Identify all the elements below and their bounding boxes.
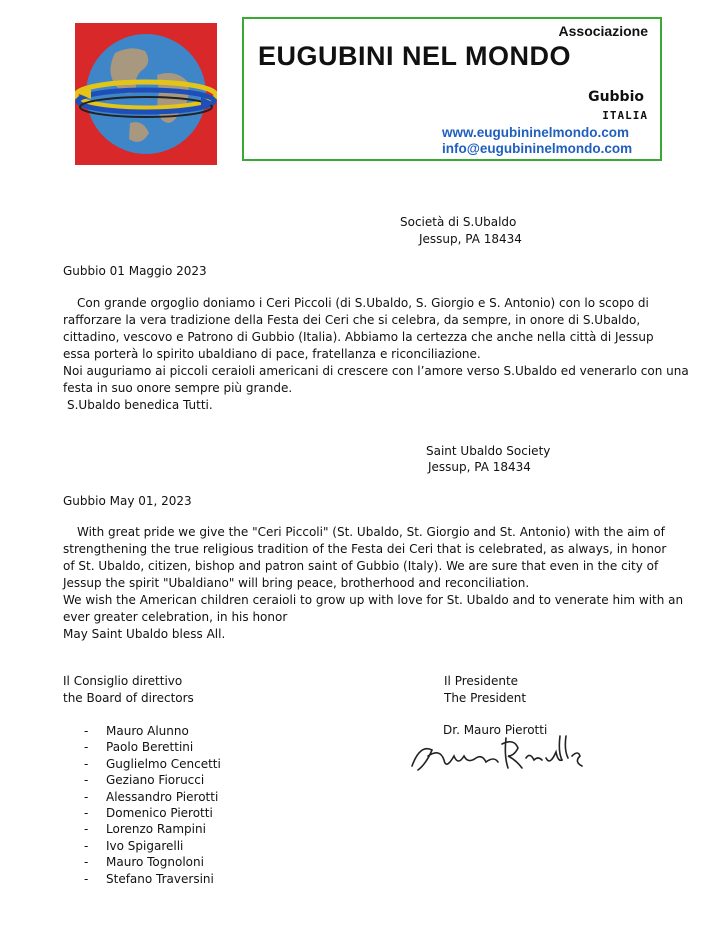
date-en: Gubbio May 01, 2023: [63, 494, 192, 508]
body-en-line: of St. Ubaldo, citizen, bishop and patron saint of Gubbio (Italy). We are sure that even in the city of: [63, 559, 659, 573]
body-en-line: May Saint Ubaldo bless All.: [63, 627, 226, 641]
body-it-line: rafforzare la vera tradizione della Festa dei Ceri che si celebra, da sempre, in onore di S.Ubaldo,: [63, 313, 641, 327]
president-title-en: The President: [444, 691, 527, 705]
board-member: - Lorenzo Rampini: [84, 822, 206, 837]
board-member: - Ivo Spigarelli: [84, 838, 184, 853]
body-en-line: ever greater celebration, in his honor: [63, 610, 288, 624]
board-member: - Domenico Pierotti: [84, 805, 213, 820]
body-en-line: strengthening the true religious tradition of the Festa dei Ceri that is celebrated, as always, in honor: [63, 542, 667, 556]
city-label: Gubbio: [588, 89, 644, 105]
organization-name: EUGUBINI NEL MONDO: [258, 41, 572, 71]
body-it-line: Noi auguriamo ai piccoli ceraioli americani di crescere con l’amore verso S.Ubaldo ed venerarlo con una: [63, 364, 689, 378]
board-member: - Guglielmo Cencetti: [84, 756, 221, 771]
email-link[interactable]: info@eugubininelmondo.com: [442, 141, 633, 156]
association-label: Associazione: [558, 23, 648, 39]
body-it-line: essa porterà lo spirito ubaldiano di pace, fratellanza e riconciliazione.: [63, 347, 481, 361]
body-en-line: We wish the American children ceraioli to grow up with love for St. Ubaldo and to venerate him with an: [63, 593, 684, 607]
body-en: [63, 524, 683, 643]
president-title-it: Il Presidente: [444, 674, 519, 688]
recipient-line-it-2: Jessup, PA 18434: [419, 232, 522, 246]
board-member: - Paolo Berettini: [84, 740, 194, 755]
president-name: Dr. Mauro Pierotti: [443, 723, 548, 737]
board-member: - Mauro Alunno: [84, 724, 189, 738]
body-it-line: Con grande orgoglio doniamo i Ceri Piccoli (di S.Ubaldo, S. Giorgio e S. Antonio) con lo scopo di: [77, 296, 649, 310]
board-member: - Mauro Tognoloni: [84, 855, 204, 870]
body-it-line: S.Ubaldo benedica Tutti.: [67, 398, 213, 412]
body-en-line: With great pride we give the "Ceri Piccoli" (St. Ubaldo, St. Giorgio and St. Antonio) with the aim of: [77, 525, 665, 539]
recipient-line-en-2: Jessup, PA 18434: [428, 460, 531, 474]
date-it: Gubbio 01 Maggio 2023: [63, 264, 207, 278]
body-en-line: Jessup the spirit "Ubaldiano" will bring peace, brotherhood and reconciliation.: [63, 576, 530, 590]
website-link[interactable]: www.eugubininelmondo.com: [442, 125, 629, 140]
board-title-it: Il Consiglio direttivo: [63, 674, 183, 688]
recipient-line-en-1: Saint Ubaldo Society: [426, 444, 551, 458]
body-it-line: festa in suo onore sempre più grande.: [63, 381, 293, 395]
letterhead-box: [242, 17, 662, 161]
board-member: - Stefano Traversini: [84, 871, 214, 886]
body-it-line: cittadino, vescovo e Patrono di Gubbio (Italia). Abbiamo la certezza che anche nella città di Jessup: [63, 330, 654, 344]
president-signature: [410, 726, 590, 781]
globe-logo: [75, 23, 217, 165]
board-member: - Alessandro Pierotti: [84, 789, 219, 804]
board-member: - Geziano Fiorucci: [84, 773, 205, 788]
recipient-line-it-1: Società di S.Ubaldo: [400, 215, 517, 229]
country-label: ITALIA: [602, 109, 648, 122]
body-it: [63, 295, 689, 414]
board-title-en: the Board of directors: [63, 691, 194, 705]
board-members-list: [84, 723, 221, 887]
